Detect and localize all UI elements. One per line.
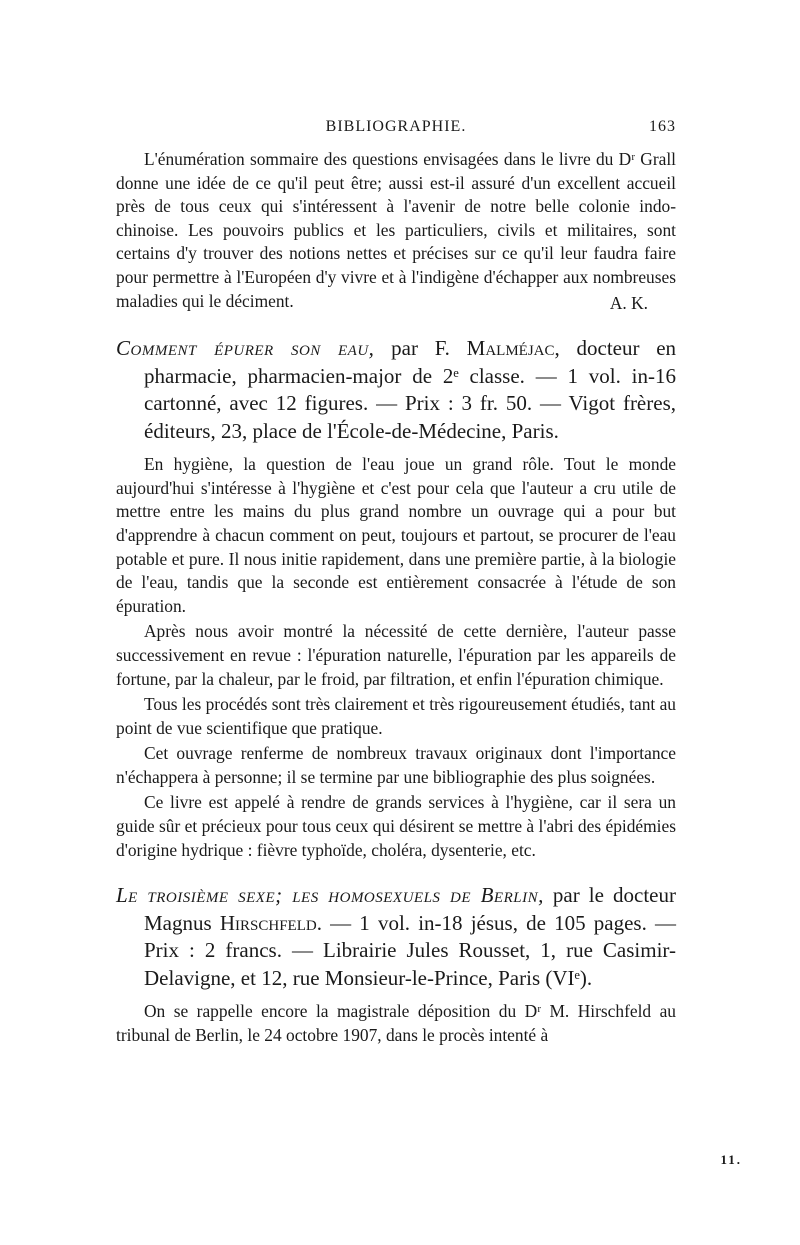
review-paragraph: Ce livre est appelé à rendre de grands services à l'hygiène, car il sera un guide sûr et précieux pour tous ceux qui désirent se mettre à l'abri des épidémies d'origine hydrique : fièvre typhoïde, choléra, dysenterie, etc. [116, 792, 676, 860]
by-text: par le docteur Magnus [144, 883, 676, 935]
review-paragraph: L'énumération sommaire des questions envisagées dans le livre du Dʳ Grall donne une idée de ce qu'il peut être; aussi est-il assuré d'un excellent accueil près de tous ceux qui s'intéressent à l'avenir de notre belle colonie indo-chinoise. Les pouvoirs publics et les particuliers, civils et militaires, sont certains d'y trouver des notions nettes et précises sur ce qu'il leur faudra faire pour permettre à l'Européen d'y vivre et à l'indigène d'échapper aux nombreuses maladies qui le déciment. [116, 149, 676, 311]
book-title: Le troisième sexe; les homosexuels de Berlin, [116, 883, 544, 908]
printer-signature-mark: 11. [720, 1152, 742, 1167]
bibliographic-entry-2 [116, 882, 676, 992]
running-head [116, 112, 676, 148]
review-signature: A. K. [609, 292, 648, 313]
bibliographic-entry-1 [116, 335, 676, 445]
author-name: Malméjac [466, 336, 555, 361]
page [116, 112, 676, 1047]
review-paragraph: Cet ouvrage renferme de nombreux travaux originaux dont l'importance n'échappera à personne; il se termine par une bibliographie des plus soignées. [116, 743, 676, 787]
author-name: Hirschfeld [219, 910, 317, 935]
page-number: 163 [649, 118, 676, 135]
review-paragraph: Tous les procédés sont très clairement et très rigoureusement étudiés, tant au point de vue scientifique que pratique. [116, 694, 676, 738]
book-title: Comment épurer son eau, [116, 336, 375, 361]
entry-details: , docteur en pharmacie, pharmacien-major de 2ᵉ classe. — 1 vol. in-16 cartonné, avec 12 figures. — Prix : 3 fr. 50. — Vigot frères, éditeurs, 23, place de l'École-de-Médecine, Paris. [144, 336, 677, 443]
entry-details: . — 1 vol. in-18 jésus, de 105 pages. — Prix : 2 francs. — Librairie Jules Rousset, 1, rue Casimir-Delavigne, et 12, rue Monsieur-le-Prince, Paris (VIᵉ). [144, 910, 677, 990]
review-paragraph: On se rappelle encore la magistrale déposition du Dʳ M. Hirschfeld au tribunal de Berlin, le 24 octobre 1907, dans le procès intenté à [116, 1001, 676, 1045]
running-title: BIBLIOGRAPHIE. [325, 118, 467, 135]
review-paragraph: En hygiène, la question de l'eau joue un grand rôle. Tout le monde aujourd'hui s'intéresse à l'hygiène et c'est pour cela que l'auteur a cru utile de mettre entre les mains du plus grand nombre un ouvrage qui a pour but d'apprendre à chacun comment on peut, toujours et partout, se procurer de l'eau potable et pure. Il nous initie rapidement, dans une première partie, à la biologie de l'eau, tandis que la seconde est entièrement consacrée à l'étude de son épuration. [116, 454, 676, 616]
review-paragraph: Après nous avoir montré la nécessité de cette dernière, l'auteur passe successivement en revue : l'épuration naturelle, l'épuration par les appareils de fortune, par la chaleur, par le froid, par filtration, et enfin l'épuration chimique. [116, 621, 676, 689]
by-text: par F. [374, 336, 467, 361]
